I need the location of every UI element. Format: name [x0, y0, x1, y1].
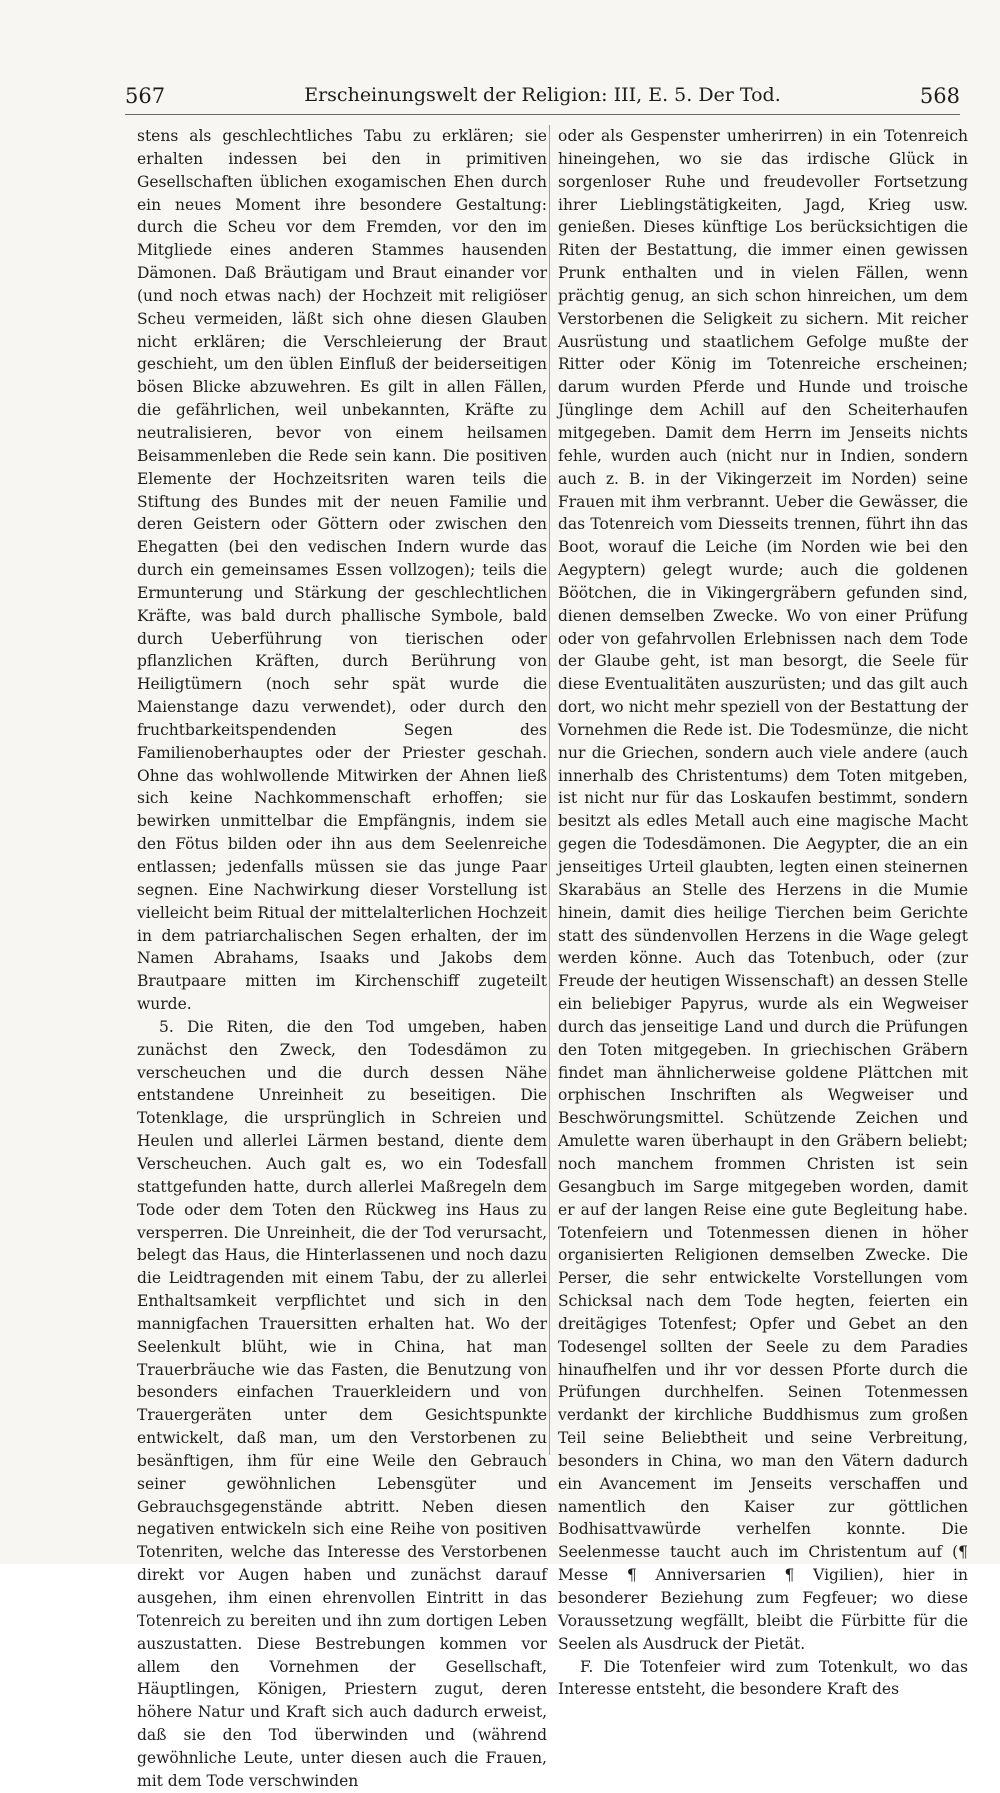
left-paragraph-2: 5. Die Riten, die den Tod umgeben, haben zunächst den Zweck, den Todesdämon zu verscheuchen und die durch dessen Nähe entstandene Unreinheit zu beseitigen. Die Totenklage, die ursprünglich in Schreien und Heulen und allerlei Lärmen bestand, diente dem Verscheuchen. Auch galt es, wo ein Todesfall stattgefunden hatte, durch allerlei Maßregeln dem Tode oder dem Toten den Rückweg ins Haus zu versperren. Die Unreinheit, die der Tod verursacht, belegt das Haus, die Hinterlassenen und noch dazu die Leidtragenden mit einem Tabu, der zu allerlei Enthaltsamkeit verpflichtet und sich in den mannigfachen Trauersitten erhalten hat. Wo der Seelenkult blüht, wie in China, hat man Trauerbräuche wie das Fasten, die Benutzung von besonders einfachen Trauerkleidern und von Trauergeräten unter dem Gesichtspunkte entwickelt, daß man, um den Verstorbenen zu besänftigen, ihm für eine Weile den Gebrauch seiner gewöhnlichen Lebensgüter und Gebrauchsgegenstände abtritt. Neben diesen negativen entwickeln sich eine Reihe von positiven Totenriten, welche das Interesse des Verstorbenen direkt vor Augen haben und zunächst darauf ausgehen, ihm einen ehrenvollen Eintritt in das Totenreich zu bereiten und ihn zum dortigen Leben auszustatten. Diese Bestrebungen kommen vor allem den Vornehmen der Gesellschaft, Häuptlingen, Königen, Priestern zugut, deren höhere Natur und Kraft sich auch dadurch erweist, daß sie den Tod überwinden und (während gewöhnliche Leute, unter diesen auch die Frauen, mit dem Tode verschwinden	[137, 1017, 547, 1790]
left-column	[137, 125, 547, 1790]
page-number-left: 567	[125, 84, 166, 108]
right-paragraph-2: F. Die Totenfeier wird zum Totenkult, wo das Interesse entsteht, die besondere Kraft des	[558, 1657, 968, 1699]
column-divider	[549, 125, 550, 1455]
left-paragraph-1: stens als geschlechtliches Tabu zu erklären; sie erhalten indessen bei den in primitiven Gesellschaften üblichen exogamischen Ehen durch ein neues Moment ihre besondere Gestaltung: durch die Scheu vor dem Fremden, vor den im Mitgliede eines anderen Stammes hausenden Dämonen. Daß Bräutigam und Braut einander vor (und noch etwas nach) der Hochzeit mit religiöser Scheu vermeiden, läßt sich ohne diesen Glauben nicht erklären; die Verschleierung der Braut geschieht, um den üblen Einfluß der beiderseitigen bösen Blicke abzuwehren. Es gilt in allen Fällen, die gefährlichen, weil unbekannten, Kräfte zu neutralisieren, bevor von einem heilsamen Beisammenleben die Rede sein kann. Die positiven Elemente der Hochzeitsriten waren teils die Stiftung des Bundes mit der neuen Familie und deren Geistern oder Göttern oder zwischen den Ehegatten (bei den vedischen Indern wurde das durch ein gemeinsames Essen vollzogen); teils die Ermunterung und Stärkung der geschlechtlichen Kräfte, was bald durch phallische Symbole, bald durch Ueberführung von tierischen oder pflanzlichen Kräften, durch Berührung von Heiligtümern (noch sehr spät wurde die Maienstange dazu verwendet), oder durch den fruchtbarkeitspendenden Segen des Familienoberhauptes oder der Priester geschah. Ohne das wohlwollende Mitwirken der Ahnen ließ sich keine Nachkommenschaft erhoffen; sie bewirken unmittelbar die Empfängnis, indem sie den Fötus bilden oder ihn aus dem Seelenreiche entlassen; jedenfalls müssen sie das junge Paar segnen. Eine Nachwirkung dieser Vorstellung ist vielleicht beim Ritual der mittelalterlichen Hochzeit in dem patriarchalischen Segen erhalten, der im Namen Abrahams, Isaaks und Jakobs dem Brautpaare mitten im Kirchenschiff zugeteilt wurde.	[137, 127, 547, 1014]
page-number-right: 568	[919, 84, 960, 108]
header-rule	[125, 114, 960, 115]
right-column	[558, 125, 968, 1699]
right-paragraph-1: oder als Gespenster umherirren) in ein Totenreich hineingehen, wo sie das irdische Glück in sorgenloser Ruhe und freudevoller Fortsetzung ihrer Lieblingstätigkeiten, Jagd, Krieg usw. genießen. Dieses künftige Los berücksichtigen die Riten der Bestattung, die immer einen gewissen Prunk enthalten und in vielen Fällen, wenn prächtig genug, an sich schon hinreichen, um dem Verstorbenen die Seligkeit zu sichern. Mit reicher Ausrüstung und staatlichem Gefolge mußte der Ritter oder König im Totenreiche erscheinen; darum wurden Pferde und Hunde und troische Jünglinge dem Achill auf den Scheiterhaufen mitgegeben. Damit dem Herrn im Jenseits nichts fehle, wurden auch (nicht nur in Indien, sondern auch z. B. in der Vikingerzeit im Norden) seine Frauen mit ihm verbrannt. Ueber die Gewässer, die das Totenreich vom Diesseits trennen, führt ihn das Boot, worauf die Leiche (im Norden wie bei den Aegyptern) gelegt wurde; auch die goldenen Böötchen, die in Vikingergräbern gefunden sind, dienen demselben Zwecke. Wo von einer Prüfung oder von gefahrvollen Erlebnissen nach dem Tode der Glaube geht, ist man besorgt, die Seele für diese Eventualitäten auszurüsten; und das gilt auch dort, wo nicht mehr speziell von der Bestattung der Vornehmen die Rede ist. Die Todesmünze, die nicht nur die Griechen, sondern auch viele andere (auch innerhalb des Christentums) dem Toten mitgeben, ist nicht nur für das Loskaufen bestimmt, sondern besitzt als edles Metall auch eine magische Macht gegen die Todesdämonen. Die Aegypter, die an ein jenseitiges Urteil glaubten, legten einen steinernen Skarabäus an Stelle des Herzens in die Mumie hinein, damit dies heilige Tierchen beim Gerichte statt des sündenvollen Herzens in die Wage gelegt werden könne. Auch das Totenbuch, oder (zur Freude der heutigen Wissenschaft) an dessen Stelle ein beliebiger Papyrus, wurde als ein Wegweiser durch das jenseitige Land und durch die Prüfungen den Toten mitgegeben. In griechischen Gräbern findet man ähnlicherweise goldene Plättchen mit orphischen Inschriften als Wegweiser und Beschwörungsmittel. Schützende Zeichen und Amulette waren überhaupt in den Gräbern beliebt; noch manchem frommen Christen ist sein Gesangbuch im Sarge mitgegeben worden, damit er auf der langen Reise eine gute Begleitung habe. Totenfeiern und Totenmessen dienen in höher organisierten Religionen demselben Zwecke. Die Perser, die sehr entwickelte Vorstellungen vom Schicksal nach dem Tode hegten, feierten ein dreitägiges Totenfest; Opfer und Gebet an den Todesengel sollten der Seele zu dem Paradies hinaufhelfen und ihr vor dessen Pforte durch die Prüfungen durchhelfen. Seinen Totenmessen verdankt der kirchliche Buddhismus zum großen Teil seine Beliebtheit und seine Verbreitung, besonders in China, wo man den Vätern dadurch ein Avancement im Jenseits verschaffen und namentlich den Kaiser zur göttlichen Bodhisattvawürde verhelfen konnte. Die Seelenmesse taucht auch im Christentum auf (¶ Messe ¶ Anniversarien ¶ Vigilien), hier in besonderer Beziehung zum Fegfeuer; wo diese Voraussetzung wegfällt, bleibt die Fürbitte für die Seelen als Ausdruck der Pietät.	[558, 127, 968, 1653]
page-header	[125, 82, 960, 112]
running-head: Erscheinungswelt der Religion: III, E. 5. Der Tod.	[304, 84, 781, 106]
